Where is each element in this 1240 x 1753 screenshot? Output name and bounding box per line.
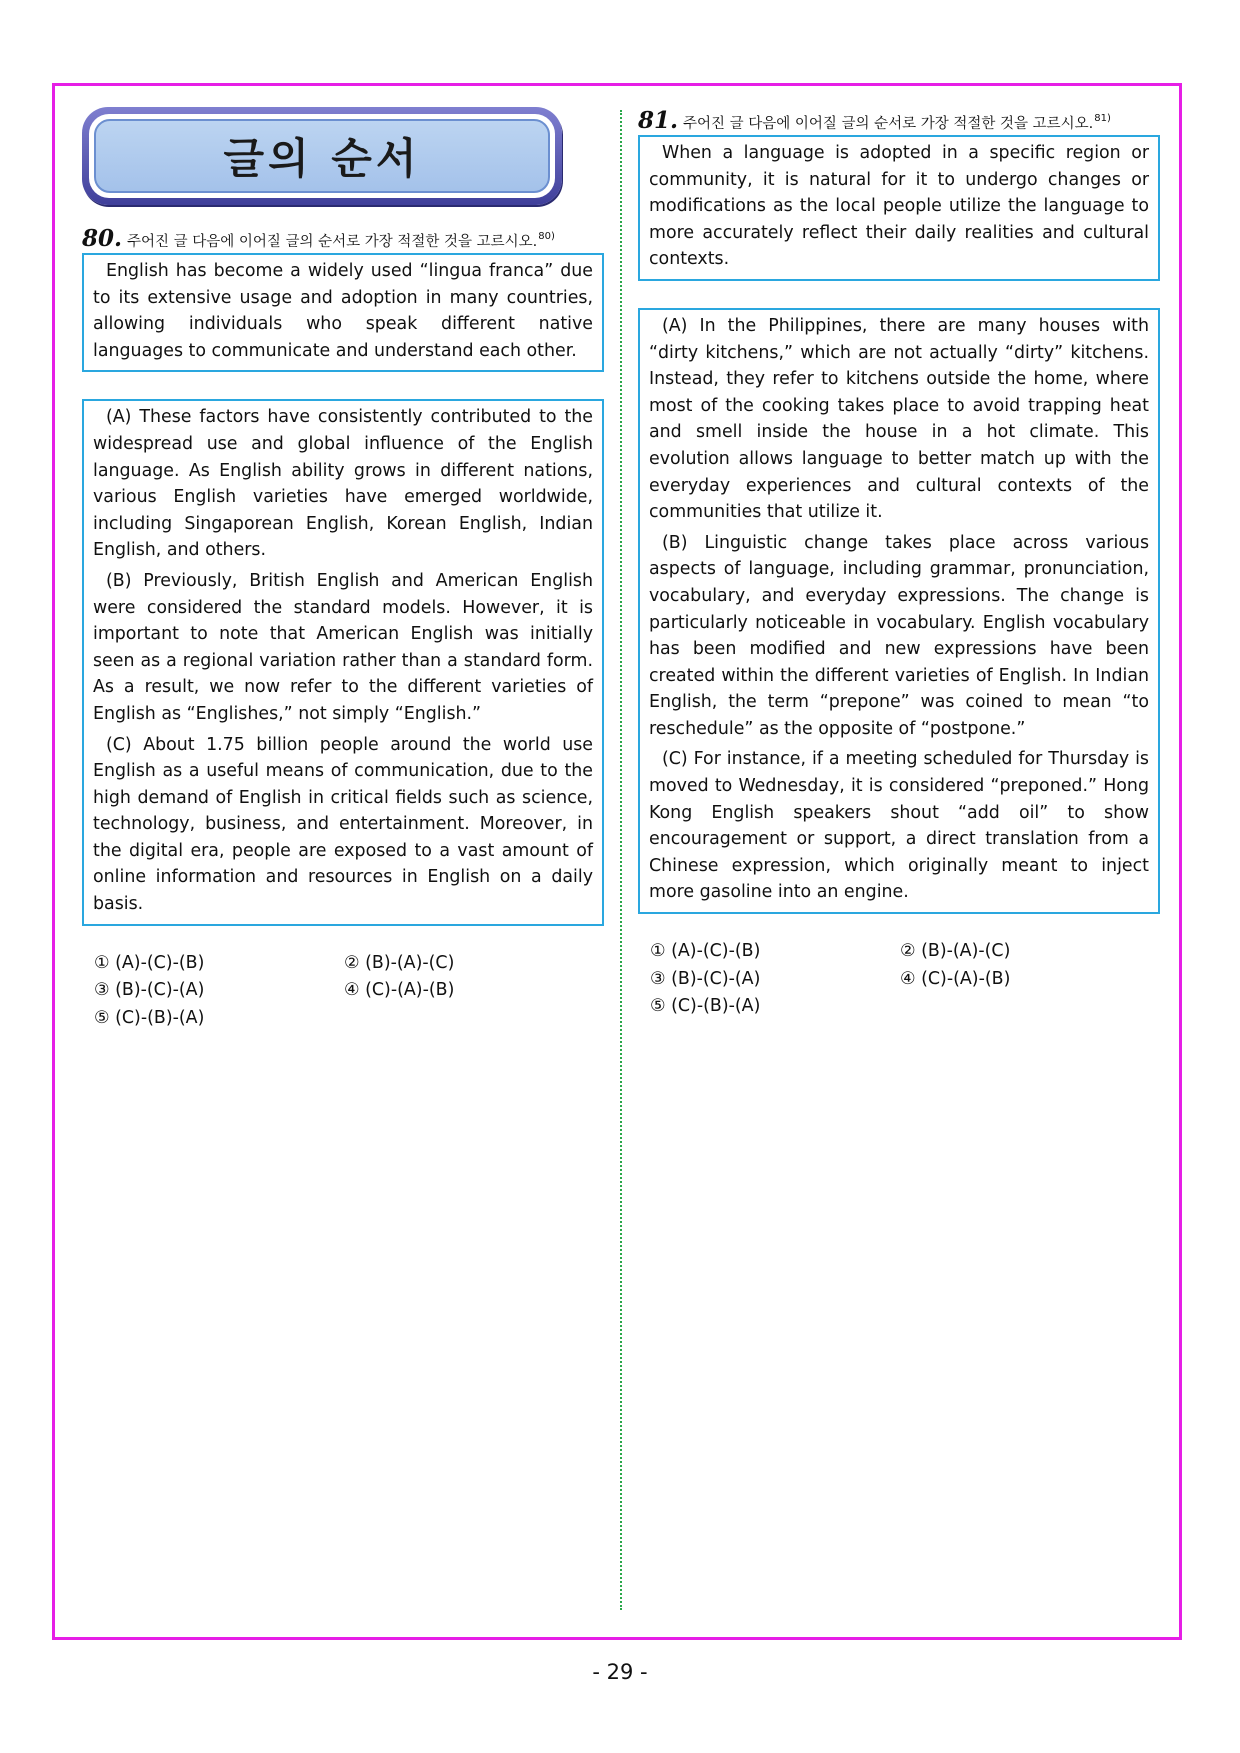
question-81-choice-1[interactable]: ① (A)-(C)-(B): [650, 941, 761, 962]
question-81-choices: [650, 938, 1160, 1021]
question-80-passage-a: (A) These factors have consistently contributed to the widespread use and global influence of the English language. As English ability grows in different nations, various English varieties have emerged worldwide, including Singaporean English, Korean English, Indian English, and others.: [93, 407, 593, 561]
question-80-number: 80.: [82, 225, 123, 252]
question-81-header: [638, 107, 1160, 134]
question-80-header: [82, 225, 604, 252]
question-80-passage-c: (C) About 1.75 billion people around the world use English as a useful means of communication, due to the high demand of English in critical fields such as science, technology, business, and entertainment. Moreover, in the digital era, people are exposed to a vast amount of online information and resources in English on a daily basis.: [93, 734, 593, 915]
question-80-choices: [94, 950, 604, 1033]
question-81-instruction: 주어진 글 다음에 이어질 글의 순서로 가장 적절한 것을 고르시오.: [683, 116, 1094, 132]
question-81-number: 81.: [638, 107, 679, 134]
question-80-passages-box: [82, 399, 604, 925]
question-80-instruction: 주어진 글 다음에 이어질 글의 순서로 가장 적절한 것을 고르시오.: [127, 234, 538, 250]
question-80-choice-3[interactable]: ③ (B)-(C)-(A): [94, 980, 205, 1001]
page-number: - 29 -: [592, 1660, 648, 1684]
column-divider: [620, 110, 622, 1610]
question-81-footnote-ref: 81): [1094, 113, 1111, 124]
question-80-choice-1[interactable]: ① (A)-(C)-(B): [94, 952, 205, 973]
question-80-intro: English has become a widely used “lingua franca” due to its extensive usage and adoption in many countries, allowing individuals who speak different native languages to communicate and understand each other.: [93, 261, 593, 361]
question-81-choice-3[interactable]: ③ (B)-(C)-(A): [650, 968, 761, 989]
section-title-banner: [82, 107, 562, 205]
question-81-intro-box: [638, 135, 1160, 281]
question-81-choice-2[interactable]: ② (B)-(A)-(C): [900, 941, 1011, 962]
question-80-footnote-ref: 80): [538, 231, 555, 242]
right-column: [638, 107, 1160, 1021]
question-81-passage-b: (B) Linguistic change takes place across various aspects of language, including grammar, pronunciation, vocabulary, and everyday expressions. The change is particularly noticeable in vocabulary. English vocabulary has been modified and new expressions have been created within the different varieties of English. In Indian English, the term “prepone” was coined to mean “to reschedule” as the opposite of “postpone.”: [649, 532, 1149, 739]
question-81-passage-a: (A) In the Philippines, there are many houses with “dirty kitchens,” which are not actually “dirty” kitchens. Instead, they refer to kitchens outside the home, where most of the cooking takes place to avoid trapping heat and smell inside the house in a hot climate. This evolution allows language to better match up with the everyday experiences and cultural contexts of the communities that utilize it.: [649, 315, 1149, 523]
question-80-choice-5[interactable]: ⑤ (C)-(B)-(A): [94, 1007, 205, 1028]
left-column: [82, 107, 604, 1032]
question-81-passage-c: (C) For instance, if a meeting scheduled for Thursday is moved to Wednesday, it is considered “preponed.” Hong Kong English speakers shout “add oil” to show encouragement or support, a direct translation from a Chinese expression, which originally meant to inject more gasoline into an engine.: [649, 749, 1149, 903]
question-81-choice-5[interactable]: ⑤ (C)-(B)-(A): [650, 996, 761, 1017]
question-81-intro: When a language is adopted in a specific region or community, it is natural for it to undergo changes or modifications as the local people utilize the language to more accurately reflect their daily realities and cultural contexts.: [649, 143, 1149, 270]
question-81-passages-box: [638, 308, 1160, 914]
question-80-choice-4[interactable]: ④ (C)-(A)-(B): [344, 980, 455, 1001]
question-80-intro-box: [82, 253, 604, 372]
question-80-choice-2[interactable]: ② (B)-(A)-(C): [344, 952, 455, 973]
question-81-choice-4[interactable]: ④ (C)-(A)-(B): [900, 968, 1011, 989]
section-title: 글의 순서: [223, 134, 421, 183]
question-80-passage-b: (B) Previously, British English and American English were considered the standard models. However, it is important to note that American English was initially seen as a regional variation rather than a standard form. As a result, we now refer to the different varieties of English as “Englishes,” not simply “English.”: [93, 570, 593, 724]
